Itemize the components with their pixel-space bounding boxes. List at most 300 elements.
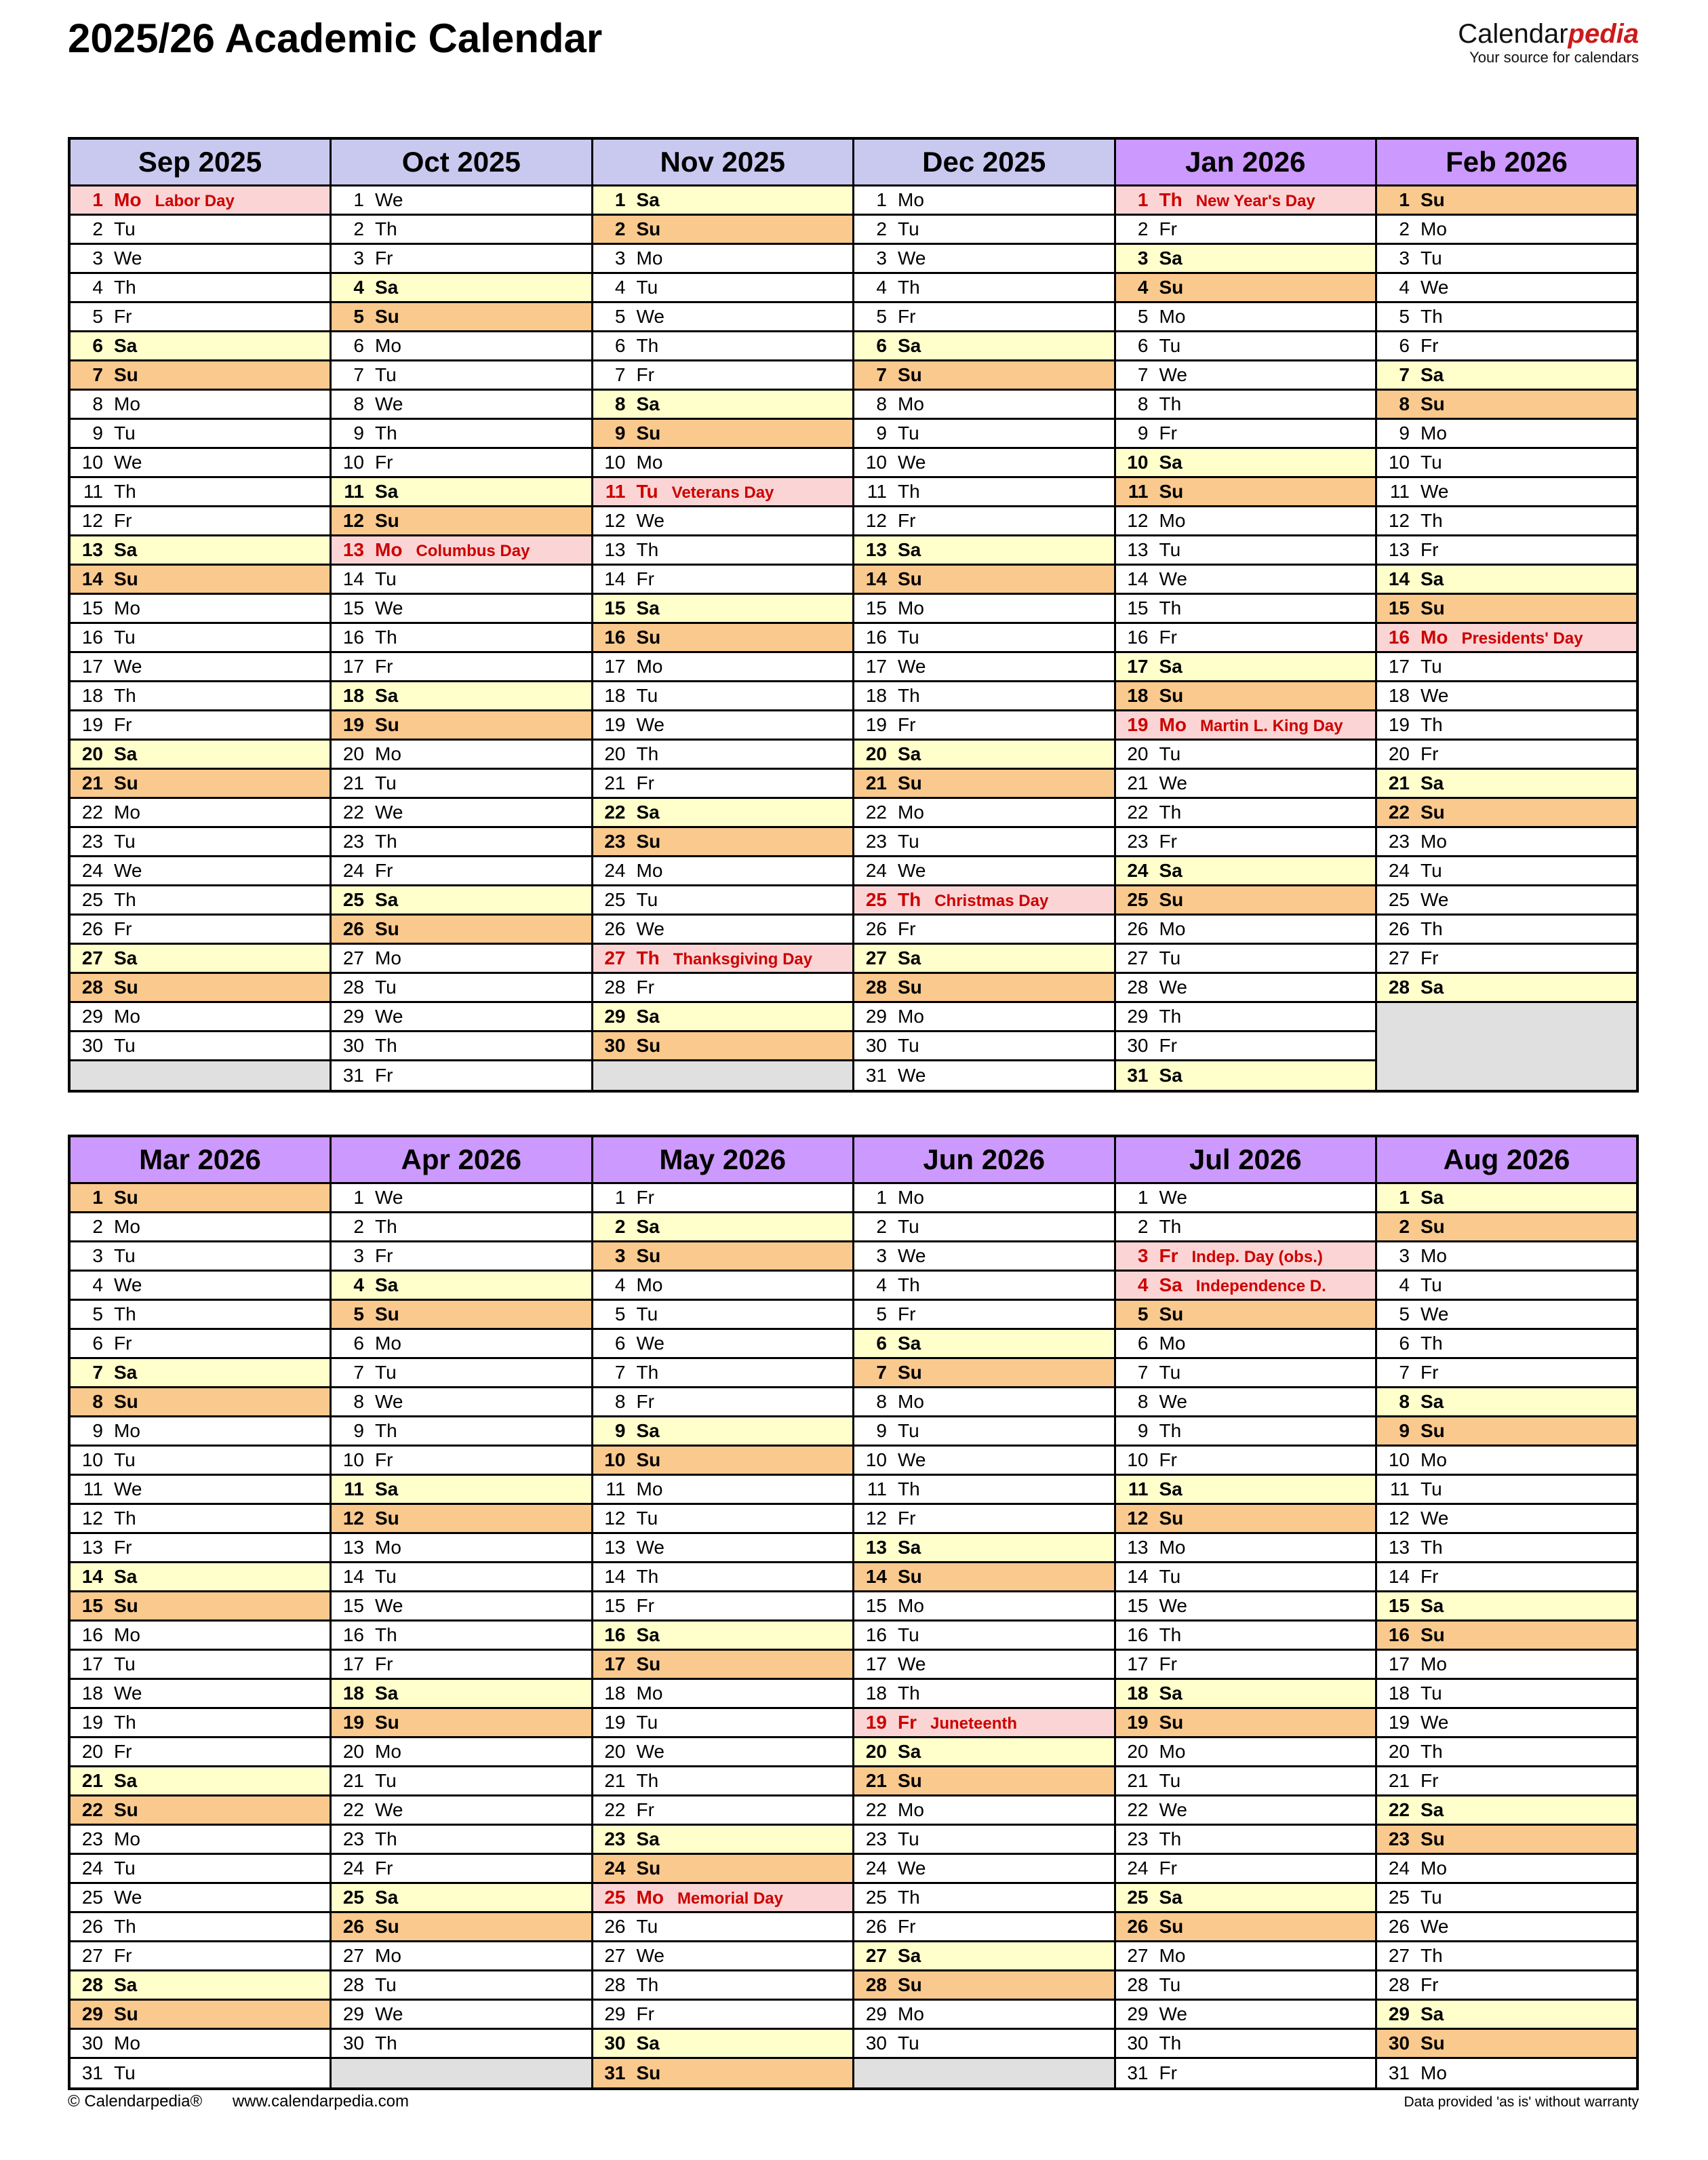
weekday-label: We bbox=[114, 452, 142, 473]
day-cell bbox=[854, 2029, 1115, 2058]
day-number: 6 bbox=[614, 335, 626, 356]
day-cell bbox=[854, 1061, 1115, 1092]
day-cell bbox=[592, 1032, 854, 1061]
day-cell bbox=[1115, 1621, 1376, 1650]
weekday-label: We bbox=[898, 1065, 926, 1086]
weekday-label: Sa bbox=[898, 1945, 921, 1966]
weekday-label: Fr bbox=[636, 364, 654, 385]
day-number: 6 bbox=[1137, 1333, 1149, 1354]
weekday-label: Tu bbox=[375, 977, 397, 998]
weekday-label: Tu bbox=[114, 423, 136, 444]
weekday-label: Tu bbox=[636, 277, 658, 298]
day-cell bbox=[1115, 273, 1376, 302]
day-number: 1 bbox=[1399, 189, 1410, 210]
weekday-label: Tu bbox=[898, 1420, 919, 1441]
day-number: 22 bbox=[1388, 802, 1410, 823]
month-header: Nov 2025 bbox=[592, 138, 854, 186]
day-cell bbox=[331, 769, 593, 798]
weekday-label: Tu bbox=[114, 1858, 136, 1879]
day-number: 27 bbox=[81, 947, 103, 968]
weekday-label: We bbox=[898, 860, 926, 881]
calendar-row bbox=[69, 944, 1637, 973]
weekday-label: Sa bbox=[1421, 1595, 1444, 1616]
day-cell bbox=[331, 1708, 593, 1737]
weekday-label: Su bbox=[636, 2062, 661, 2083]
day-number: 3 bbox=[1137, 1245, 1149, 1266]
day-cell bbox=[69, 1592, 331, 1621]
day-number: 3 bbox=[92, 248, 103, 269]
day-number: 28 bbox=[604, 977, 626, 998]
day-cell bbox=[1115, 798, 1376, 827]
day-number: 5 bbox=[876, 1303, 887, 1324]
weekday-label: Mo bbox=[1159, 1945, 1186, 1966]
weekday-label: Th bbox=[375, 627, 397, 648]
day-cell bbox=[592, 944, 854, 973]
day-cell bbox=[69, 1825, 331, 1854]
day-number: 23 bbox=[865, 831, 887, 852]
day-number: 21 bbox=[81, 772, 103, 793]
weekday-label: Mo bbox=[375, 743, 401, 764]
day-number: 11 bbox=[344, 1478, 364, 1499]
day-cell bbox=[331, 332, 593, 361]
day-number: 20 bbox=[342, 743, 364, 764]
day-number: 9 bbox=[1399, 1420, 1410, 1441]
empty-cell bbox=[854, 2058, 1115, 2089]
day-cell bbox=[592, 1417, 854, 1446]
day-number: 20 bbox=[1127, 743, 1149, 764]
day-cell bbox=[854, 302, 1115, 332]
weekday-label: Su bbox=[1159, 481, 1184, 502]
day-number: 4 bbox=[92, 277, 103, 298]
day-number: 2 bbox=[614, 218, 626, 239]
day-cell bbox=[1376, 536, 1638, 565]
day-cell bbox=[1115, 1061, 1376, 1092]
weekday-label: Sa bbox=[636, 1420, 660, 1441]
day-cell bbox=[1376, 419, 1638, 448]
day-number: 11 bbox=[605, 481, 626, 502]
day-cell bbox=[854, 1708, 1115, 1737]
weekday-label: Tu bbox=[375, 1362, 397, 1383]
calendar-row bbox=[69, 1708, 1637, 1737]
day-cell bbox=[331, 186, 593, 215]
weekday-label: Su bbox=[1159, 889, 1184, 910]
day-number: 24 bbox=[865, 1858, 887, 1879]
day-cell bbox=[69, 1183, 331, 1213]
weekday-label: Tu bbox=[898, 1828, 919, 1849]
holiday-label: Independence D. bbox=[1195, 1277, 1326, 1295]
weekday-label: Tu bbox=[1159, 1566, 1181, 1587]
day-number: 19 bbox=[81, 714, 103, 735]
day-cell bbox=[1376, 1796, 1638, 1825]
day-number: 25 bbox=[604, 1887, 626, 1908]
day-number: 9 bbox=[1399, 423, 1410, 444]
day-number: 16 bbox=[81, 627, 103, 648]
day-number: 5 bbox=[353, 1303, 364, 1324]
weekday-label: Fr bbox=[375, 1449, 393, 1470]
month-header: Aug 2026 bbox=[1376, 1136, 1638, 1183]
weekday-label: Su bbox=[636, 627, 661, 648]
weekday-label: Th bbox=[1159, 1828, 1182, 1849]
day-cell bbox=[854, 2000, 1115, 2029]
weekday-label: Tu bbox=[1159, 1770, 1181, 1791]
day-number: 24 bbox=[604, 1858, 626, 1879]
day-number: 24 bbox=[1388, 860, 1410, 881]
weekday-label: Th bbox=[114, 481, 136, 502]
day-cell bbox=[592, 1825, 854, 1854]
calendar-row bbox=[69, 477, 1637, 507]
day-number: 8 bbox=[1137, 1391, 1149, 1412]
weekday-label: Sa bbox=[636, 1006, 660, 1027]
day-cell bbox=[1376, 1504, 1638, 1533]
day-cell bbox=[592, 1942, 854, 1971]
day-cell bbox=[854, 565, 1115, 594]
weekday-label: We bbox=[1421, 1712, 1449, 1733]
weekday-label: We bbox=[375, 189, 403, 210]
weekday-label: Th bbox=[114, 889, 136, 910]
calendar-table bbox=[68, 137, 1639, 1093]
day-number: 3 bbox=[353, 248, 364, 269]
day-cell bbox=[331, 507, 593, 536]
weekday-label: Sa bbox=[898, 947, 921, 968]
weekday-label: Mo bbox=[898, 2003, 924, 2024]
day-cell bbox=[69, 1621, 331, 1650]
weekday-label: Tu bbox=[375, 1566, 397, 1587]
day-cell bbox=[69, 682, 331, 711]
day-number: 3 bbox=[876, 1245, 887, 1266]
day-number: 21 bbox=[865, 1770, 887, 1791]
weekday-label: Su bbox=[375, 1916, 399, 1937]
day-number: 30 bbox=[81, 1035, 103, 1056]
day-number: 16 bbox=[342, 1624, 364, 1645]
day-cell bbox=[592, 594, 854, 623]
weekday-label: Mo bbox=[1421, 627, 1448, 648]
day-number: 3 bbox=[876, 248, 887, 269]
day-cell bbox=[1376, 1737, 1638, 1767]
weekday-label: Sa bbox=[375, 1478, 399, 1499]
day-number: 19 bbox=[865, 1712, 887, 1733]
day-cell bbox=[592, 886, 854, 915]
day-cell bbox=[69, 886, 331, 915]
calendar-row bbox=[69, 1388, 1637, 1417]
day-number: 4 bbox=[1137, 1274, 1149, 1295]
weekday-label: Su bbox=[1421, 1420, 1445, 1441]
weekday-label: Fr bbox=[1159, 218, 1177, 239]
day-cell bbox=[854, 1533, 1115, 1563]
day-cell bbox=[1115, 2058, 1376, 2089]
day-cell bbox=[1115, 1300, 1376, 1329]
footer-url[interactable]: www.calendarpedia.com bbox=[232, 2092, 409, 2110]
day-cell bbox=[1115, 1533, 1376, 1563]
day-cell bbox=[1376, 1358, 1638, 1388]
day-cell bbox=[1376, 711, 1638, 740]
weekday-label: Tu bbox=[1159, 539, 1181, 560]
weekday-label: Fr bbox=[898, 306, 916, 327]
day-cell bbox=[1376, 682, 1638, 711]
weekday-label: Fr bbox=[1421, 539, 1439, 560]
day-cell bbox=[592, 1002, 854, 1032]
day-number: 20 bbox=[1388, 1741, 1410, 1762]
day-number: 13 bbox=[342, 1537, 364, 1558]
weekday-label: We bbox=[375, 1595, 403, 1616]
day-cell bbox=[69, 769, 331, 798]
day-number: 30 bbox=[865, 2033, 887, 2054]
day-number: 15 bbox=[1127, 1595, 1149, 1616]
day-cell bbox=[854, 1912, 1115, 1942]
weekday-label: Su bbox=[636, 1653, 661, 1674]
day-cell bbox=[592, 536, 854, 565]
holiday-label: Juneteenth bbox=[930, 1714, 1018, 1733]
day-number: 17 bbox=[81, 1653, 103, 1674]
day-cell bbox=[854, 1621, 1115, 1650]
day-cell bbox=[592, 1592, 854, 1621]
day-number: 13 bbox=[342, 539, 364, 560]
calendar-row bbox=[69, 652, 1637, 682]
weekday-label: Tu bbox=[898, 1035, 919, 1056]
weekday-label: Fr bbox=[898, 918, 916, 939]
day-cell bbox=[854, 769, 1115, 798]
weekday-label: Tu bbox=[375, 568, 397, 589]
footer-copyright: © Calendarpedia® bbox=[68, 2092, 203, 2110]
weekday-label: Tu bbox=[898, 423, 919, 444]
day-number: 23 bbox=[865, 1828, 887, 1849]
day-number: 1 bbox=[1137, 1187, 1149, 1208]
day-number: 10 bbox=[604, 1449, 626, 1470]
weekday-label: Tu bbox=[114, 1449, 136, 1470]
weekday-label: Mo bbox=[898, 1187, 924, 1208]
empty-cell bbox=[1376, 1002, 1638, 1092]
day-cell bbox=[331, 244, 593, 273]
day-number: 9 bbox=[876, 423, 887, 444]
day-cell bbox=[1115, 1883, 1376, 1912]
day-cell bbox=[1376, 1883, 1638, 1912]
day-cell bbox=[331, 857, 593, 886]
day-cell bbox=[1376, 1912, 1638, 1942]
day-number: 3 bbox=[92, 1245, 103, 1266]
day-number: 28 bbox=[1388, 977, 1410, 998]
day-number: 2 bbox=[92, 1216, 103, 1237]
day-cell bbox=[331, 1971, 593, 2000]
day-cell bbox=[1115, 886, 1376, 915]
day-cell bbox=[592, 1737, 854, 1767]
weekday-label: Tu bbox=[898, 1624, 919, 1645]
day-cell bbox=[1115, 1767, 1376, 1796]
day-cell bbox=[331, 594, 593, 623]
weekday-label: Sa bbox=[1159, 248, 1183, 269]
weekday-label: Th bbox=[636, 1974, 659, 1995]
calendar-row bbox=[69, 2029, 1637, 2058]
day-cell bbox=[1376, 1971, 1638, 2000]
day-cell bbox=[69, 915, 331, 944]
weekday-label: Mo bbox=[1159, 1333, 1186, 1354]
day-cell bbox=[331, 1825, 593, 1854]
weekday-label: We bbox=[898, 1653, 926, 1674]
day-cell bbox=[69, 273, 331, 302]
holiday-label: Columbus Day bbox=[416, 542, 530, 560]
day-number: 22 bbox=[342, 1799, 364, 1820]
day-cell bbox=[854, 594, 1115, 623]
day-cell bbox=[69, 1417, 331, 1446]
day-number: 2 bbox=[353, 1216, 364, 1237]
day-number: 7 bbox=[92, 1362, 103, 1383]
day-number: 28 bbox=[1127, 1974, 1149, 1995]
day-cell bbox=[592, 711, 854, 740]
calendar-row bbox=[69, 1796, 1637, 1825]
weekday-label: Tu bbox=[1159, 335, 1181, 356]
weekday-label: Mo bbox=[636, 1478, 663, 1499]
day-number: 2 bbox=[876, 1216, 887, 1237]
day-cell bbox=[69, 565, 331, 594]
day-number: 3 bbox=[353, 1245, 364, 1266]
day-cell bbox=[1376, 302, 1638, 332]
day-cell bbox=[854, 915, 1115, 944]
weekday-label: Tu bbox=[898, 627, 919, 648]
empty-cell bbox=[69, 1061, 331, 1092]
day-cell bbox=[69, 390, 331, 419]
day-cell bbox=[69, 740, 331, 769]
weekday-label: Tu bbox=[114, 627, 136, 648]
day-cell bbox=[1115, 565, 1376, 594]
day-number: 7 bbox=[353, 1362, 364, 1383]
day-number: 11 bbox=[83, 1478, 103, 1499]
day-number: 10 bbox=[604, 452, 626, 473]
month-header-row bbox=[69, 138, 1637, 186]
day-number: 16 bbox=[604, 627, 626, 648]
day-cell bbox=[331, 1300, 593, 1329]
day-cell bbox=[69, 302, 331, 332]
day-number: 8 bbox=[614, 1391, 626, 1412]
weekday-label: Th bbox=[375, 218, 397, 239]
weekday-label: We bbox=[636, 1945, 664, 1966]
day-number: 14 bbox=[1388, 1566, 1410, 1587]
day-number: 25 bbox=[865, 889, 887, 910]
weekday-label: Su bbox=[1159, 685, 1184, 706]
day-number: 29 bbox=[342, 1006, 364, 1027]
day-number: 10 bbox=[342, 452, 364, 473]
weekday-label: Su bbox=[636, 218, 661, 239]
day-cell bbox=[1376, 390, 1638, 419]
day-cell bbox=[592, 477, 854, 507]
day-cell bbox=[1376, 1767, 1638, 1796]
day-cell bbox=[1115, 244, 1376, 273]
weekday-label: We bbox=[1159, 2003, 1187, 2024]
weekday-label: Tu bbox=[636, 889, 658, 910]
day-number: 18 bbox=[865, 685, 887, 706]
day-cell bbox=[331, 1621, 593, 1650]
day-cell bbox=[1115, 1563, 1376, 1592]
day-cell bbox=[1376, 1388, 1638, 1417]
calendar-row bbox=[69, 827, 1637, 857]
day-number: 15 bbox=[1127, 597, 1149, 618]
day-number: 10 bbox=[1388, 452, 1410, 473]
calendar-row bbox=[69, 215, 1637, 244]
day-cell bbox=[1376, 507, 1638, 536]
weekday-label: We bbox=[375, 393, 403, 414]
weekday-label: Sa bbox=[1159, 1887, 1183, 1908]
day-number: 4 bbox=[876, 1274, 887, 1295]
day-number: 6 bbox=[353, 335, 364, 356]
day-number: 30 bbox=[604, 1035, 626, 1056]
day-cell bbox=[854, 332, 1115, 361]
day-number: 10 bbox=[81, 1449, 103, 1470]
day-number: 4 bbox=[353, 277, 364, 298]
day-number: 11 bbox=[605, 1478, 626, 1499]
calendar-row bbox=[69, 1002, 1637, 1032]
day-number: 18 bbox=[81, 685, 103, 706]
day-cell bbox=[1376, 244, 1638, 273]
weekday-label: Mo bbox=[1159, 1537, 1186, 1558]
day-cell bbox=[592, 682, 854, 711]
day-number: 21 bbox=[604, 772, 626, 793]
weekday-label: Fr bbox=[898, 714, 916, 735]
weekday-label: Mo bbox=[114, 1624, 140, 1645]
day-number: 30 bbox=[1127, 2033, 1149, 2054]
day-number: 19 bbox=[604, 714, 626, 735]
day-number: 26 bbox=[865, 1916, 887, 1937]
day-number: 12 bbox=[1127, 510, 1149, 531]
weekday-label: Su bbox=[114, 1187, 138, 1208]
weekday-label: Th bbox=[1421, 1741, 1443, 1762]
day-cell bbox=[592, 1300, 854, 1329]
day-cell bbox=[592, 419, 854, 448]
day-cell bbox=[854, 857, 1115, 886]
day-number: 17 bbox=[865, 656, 887, 677]
day-number: 4 bbox=[1399, 277, 1410, 298]
weekday-label: Mo bbox=[1421, 1449, 1447, 1470]
day-number: 28 bbox=[1127, 977, 1149, 998]
day-number: 19 bbox=[81, 1712, 103, 1733]
footer-left bbox=[68, 2092, 409, 2111]
day-number: 4 bbox=[614, 277, 626, 298]
day-cell bbox=[592, 1242, 854, 1271]
weekday-label: Sa bbox=[1159, 860, 1183, 881]
day-cell bbox=[854, 1213, 1115, 1242]
weekday-label: Sa bbox=[114, 1362, 138, 1383]
day-number: 7 bbox=[1137, 1362, 1149, 1383]
weekday-label: Fr bbox=[114, 1945, 132, 1966]
calendar-row bbox=[69, 740, 1637, 769]
day-number: 28 bbox=[865, 977, 887, 998]
day-cell bbox=[69, 1796, 331, 1825]
weekday-label: Mo bbox=[636, 1683, 663, 1704]
day-cell bbox=[1115, 1242, 1376, 1271]
day-cell bbox=[854, 623, 1115, 652]
weekday-label: Fr bbox=[1421, 1770, 1439, 1791]
day-number: 22 bbox=[1388, 1799, 1410, 1820]
weekday-label: Su bbox=[1159, 1303, 1184, 1324]
weekday-label: We bbox=[898, 248, 926, 269]
weekday-label: Fr bbox=[1159, 1449, 1177, 1470]
day-cell bbox=[1115, 740, 1376, 769]
logo-tagline: Your source for calendars bbox=[1469, 49, 1639, 66]
day-number: 21 bbox=[1127, 1770, 1149, 1791]
day-number: 8 bbox=[614, 393, 626, 414]
day-cell bbox=[1376, 886, 1638, 915]
day-number: 30 bbox=[1388, 2033, 1410, 2054]
day-number: 15 bbox=[1388, 1595, 1410, 1616]
day-cell bbox=[1115, 1708, 1376, 1737]
weekday-label: Su bbox=[636, 1449, 661, 1470]
weekday-label: Mo bbox=[114, 2033, 140, 2054]
day-number: 20 bbox=[81, 743, 103, 764]
day-number: 15 bbox=[342, 597, 364, 618]
day-number: 29 bbox=[342, 2003, 364, 2024]
weekday-label: Sa bbox=[1159, 1683, 1183, 1704]
calendar-row bbox=[69, 1883, 1637, 1912]
weekday-label: Th bbox=[375, 423, 397, 444]
calendar-first-half-host bbox=[68, 137, 1639, 1093]
weekday-label: Sa bbox=[1159, 1478, 1183, 1499]
weekday-label: We bbox=[636, 1741, 664, 1762]
